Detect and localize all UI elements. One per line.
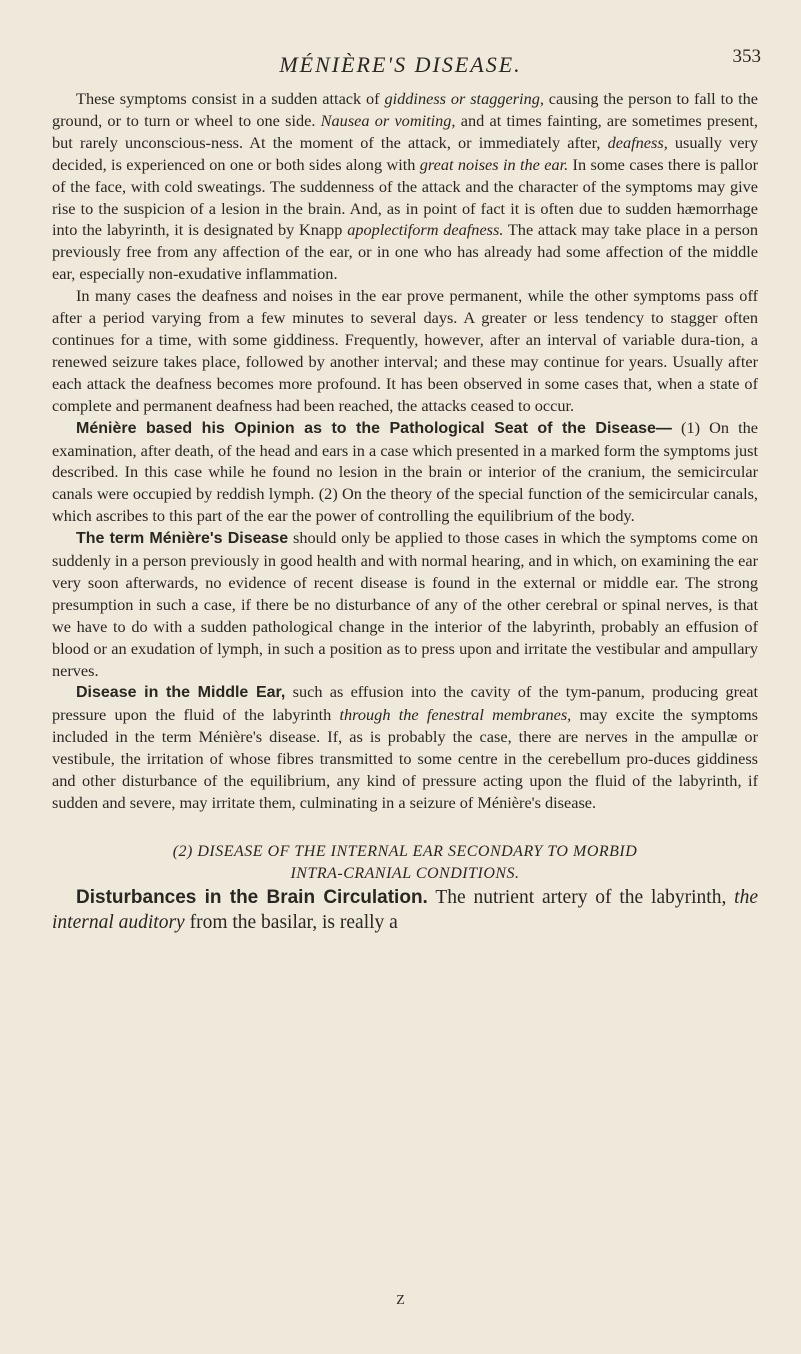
paragraph xyxy=(52,681,758,813)
section-title-line2: INTRA-CRANIAL CONDITIONS. xyxy=(290,864,520,882)
paragraph xyxy=(52,417,758,528)
running-head: MÉNIÈRE'S DISEASE. xyxy=(279,52,522,77)
body-text: The attack may take place in a person previously free from any affection of the ear, or in one who has already had some affection of the middle ear, especially non-exudative inflammation. xyxy=(52,220,758,284)
body-text: In many cases the deafness and noises in the ear prove permanent, while the other symptoms pass off after a period varying from a few minutes to several days. A greater or less tendency to stagger often continues for a time, with some giddiness. Frequently, however, after an interval of variable dura-tion, a renewed seizure takes place, followed by another interval; and these may continue for years. Usually after each attack the deafness becomes more profound. It has been observed in some cases that, when a state of complete and permanent deafness had been reached, the attacks ceased to occur. xyxy=(52,286,758,415)
italic-text: great noises in the ear. xyxy=(419,154,569,174)
inline-heading: Disease in the Middle Ear, xyxy=(76,684,286,702)
paragraph xyxy=(52,88,758,285)
paragraph xyxy=(52,285,758,416)
paragraph xyxy=(52,527,758,681)
body-text: (1) On the examination, after death, of the head and ears in a case which presented in a marked form the symptoms just described. In this case while he found no lesion in the brain or interior of the cranium, the semicircular canals were occupied by reddish lymph. (2) On the theory of the special function of the semicircular canals, which ascribes to this part of the ear the power of controlling the equilibrium of the body. xyxy=(52,417,758,526)
page-number: 353 xyxy=(732,46,761,67)
inline-heading: Ménière based his Opinion as to the Pathological Seat of the Disease— xyxy=(76,419,672,437)
signature-mark: Z xyxy=(396,1293,405,1308)
italic-text: apoplectiform deafness. xyxy=(347,220,504,240)
section-title xyxy=(52,841,758,885)
body-text: should only be applied to those cases in which the symptoms come on suddenly in a person previously in good health and with normal hearing, and in which, on examining the ear very soon afterwards, no evidence of recent disease is found in the external or middle ear. The strong presumption in such a case, if there be no disturbance of any of the other cerebral or spinal nerves, is that we have to do with a sudden pathological change in the interior of the labyrinth, probably an effusion of blood or an exudation of lymph, in such a position as to press upon and irritate the vestibular and ampullary nerves. xyxy=(52,528,759,680)
page-body xyxy=(52,88,758,935)
italic-text: giddiness or staggering, xyxy=(384,89,544,108)
body-text: In some cases there is pallor of the face, with cold sweatings. The suddenness of the attack and the character of the symptoms may give rise to the suspicion of a lesion in the brain. And, as in point of fact it is often due to sudden hæmorrhage into the labyrinth, it is designated by Knapp xyxy=(52,154,759,240)
inline-heading: The term Ménière's Disease xyxy=(76,530,289,548)
final-paragraph-heading: Disturbances in the Brain Circulation. xyxy=(76,886,428,908)
body-text: causing the person to fall to the ground, or to turn or wheel to one side. xyxy=(52,89,758,130)
body-text: These symptoms consist in a sudden attack of xyxy=(76,89,385,108)
italic-text: deafness, xyxy=(607,132,668,152)
section-title-line1: (2) DISEASE OF THE INTERNAL EAR SECONDARY TO MORBID xyxy=(172,842,638,860)
final-paragraph xyxy=(52,885,758,935)
paragraph-list xyxy=(52,88,758,814)
body-text: usually very decided, is experienced on one or both sides along with xyxy=(52,132,758,174)
body-text: may excite the symptoms included in the term Ménière's disease. If, as is probably the case, there are nerves in the ampullæ or vestibule, the irritation of whose fibres transmitted to some centre in the cerebellum pro-duces giddiness and other disturbance of the equilibrium, any kind of pressure acting upon the fluid of the labyrinth, if sudden and severe, may irritate them, culminating in a seizure of Ménière's disease. xyxy=(52,705,758,812)
italic-text: the internal auditory xyxy=(52,886,758,933)
italic-text: through the fenestral membranes, xyxy=(339,705,572,725)
final-paragraph-text: The nutrient artery of the labyrinth, the internal auditory from the basilar, is really a xyxy=(52,886,758,933)
body-text: and at times fainting, are sometimes present, but rarely unconscious-ness. At the moment of the attack, or immediately after, xyxy=(52,110,758,152)
italic-text: Nausea or vomiting, xyxy=(320,110,456,130)
body-text: such as effusion into the cavity of the tym-panum, producing great pressure upon the fluid of the labyrinth xyxy=(52,682,758,725)
